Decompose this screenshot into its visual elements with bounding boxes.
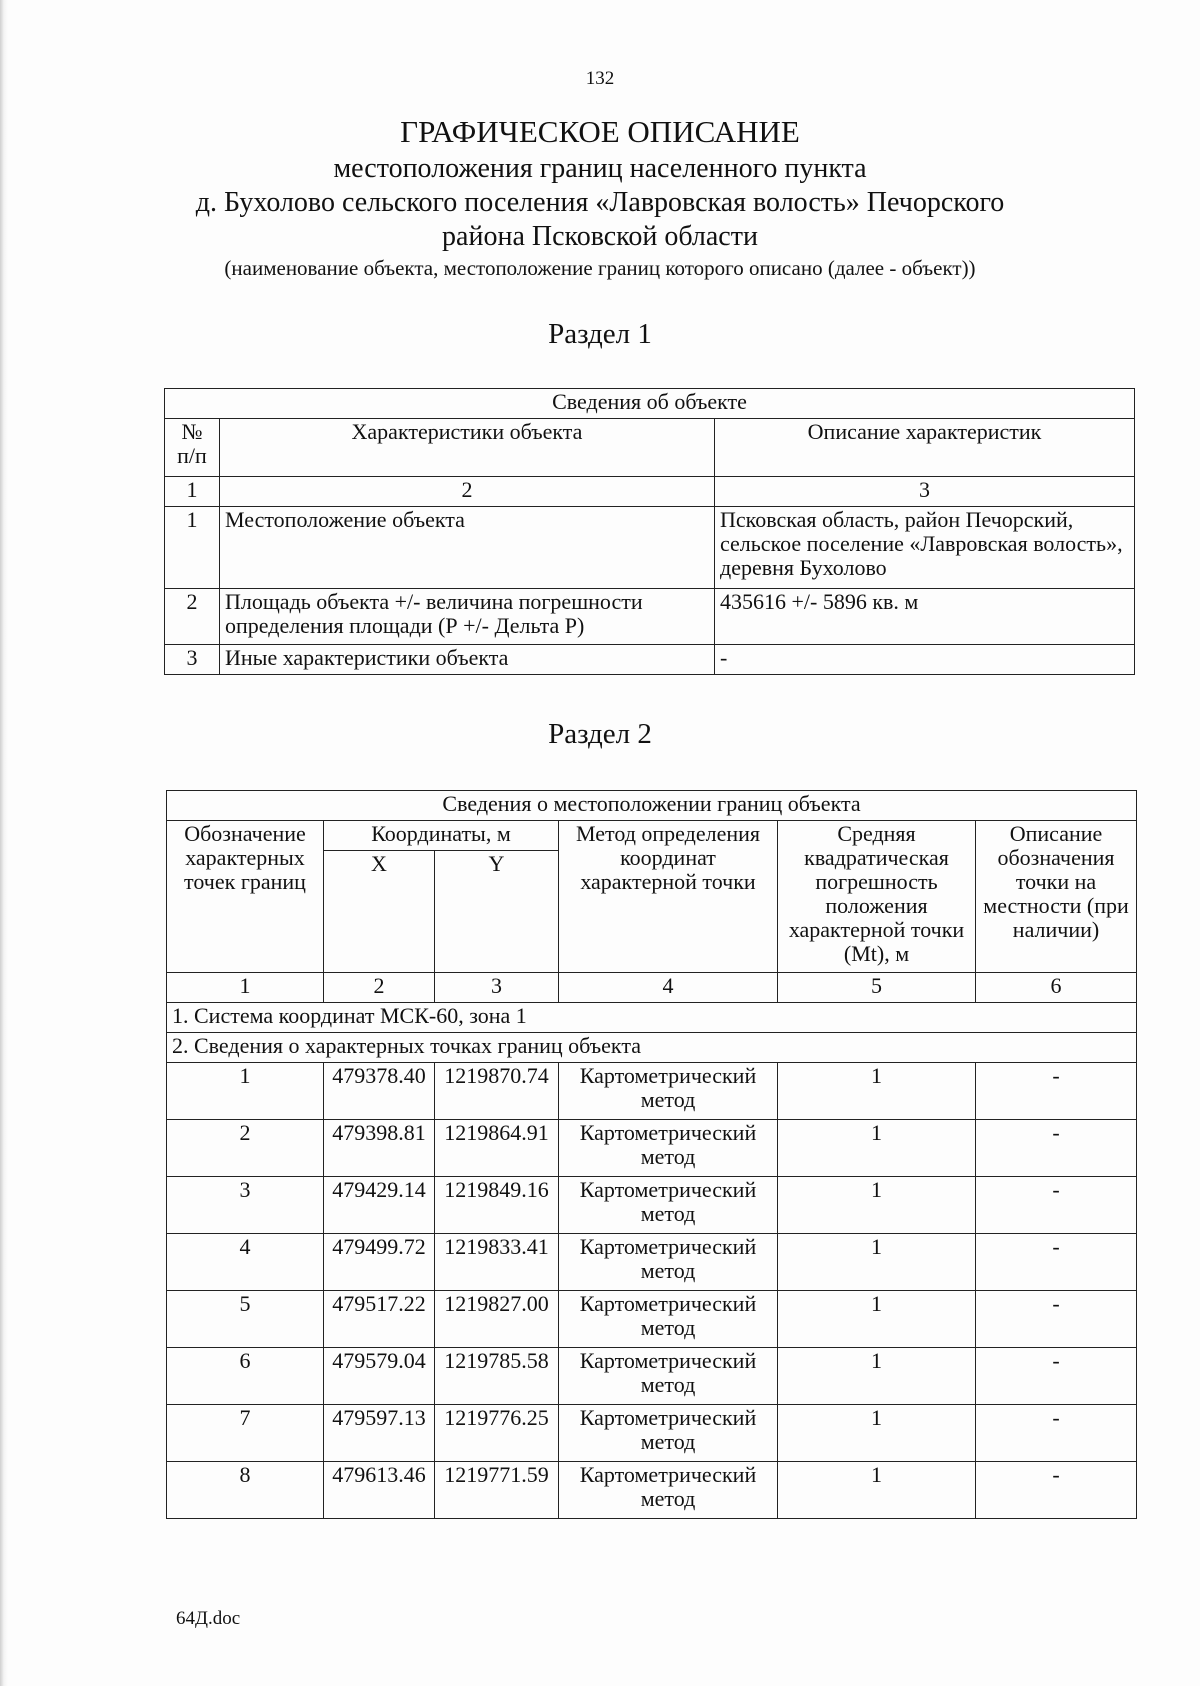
title-line-2: местоположения границ населенного пункта [333, 153, 867, 184]
table-row [167, 1348, 1137, 1405]
object-info-table [164, 388, 1135, 675]
coord-x: 479517.22 [324, 1291, 435, 1348]
table-row [165, 507, 1135, 589]
point-designation: 1 [167, 1063, 324, 1120]
table-row [165, 589, 1135, 645]
title-line-1: ГРАФИЧЕСКОЕ ОПИСАНИЕ [400, 114, 800, 149]
col-number: 4 [559, 973, 778, 1003]
coord-x: 479613.46 [324, 1462, 435, 1519]
row-num: 1 [165, 507, 220, 589]
method: Картометрический метод [559, 1291, 778, 1348]
point-description: - [976, 1291, 1137, 1348]
point-description: - [976, 1177, 1137, 1234]
coord-y: 1219864.91 [435, 1120, 559, 1177]
header-y: Y [435, 851, 559, 973]
col-number: 3 [435, 973, 559, 1003]
col-number: 5 [778, 973, 976, 1003]
coord-y: 1219870.74 [435, 1063, 559, 1120]
method: Картометрический метод [559, 1405, 778, 1462]
table-row [167, 1405, 1137, 1462]
points-section-title: 2. Сведения о характерных точках границ объекта [167, 1033, 1137, 1063]
table-row [167, 1177, 1137, 1234]
point-designation: 3 [167, 1177, 324, 1234]
header-method: Метод определения координат характерной точки [559, 821, 778, 973]
document-title [0, 112, 1200, 254]
point-designation: 4 [167, 1234, 324, 1291]
error: 1 [778, 1291, 976, 1348]
col-number: 2 [220, 477, 715, 507]
method: Картометрический метод [559, 1120, 778, 1177]
method: Картометрический метод [559, 1234, 778, 1291]
title-line-4: района Псковской области [442, 221, 758, 252]
object-caption: (наименование объекта, местоположение границ которого описано (далее - объект)) [224, 256, 976, 280]
point-description: - [976, 1234, 1137, 1291]
row-description: 435616 +/- 5896 кв. м [715, 589, 1135, 645]
col-number: 1 [167, 973, 324, 1003]
coord-x: 479378.40 [324, 1063, 435, 1120]
header-point-description: Описание обозначения точки на местности (при наличии) [976, 821, 1137, 973]
table-row [167, 1120, 1137, 1177]
error: 1 [778, 1462, 976, 1519]
table-row [167, 1462, 1137, 1519]
point-description: - [976, 1063, 1137, 1120]
error: 1 [778, 1063, 976, 1120]
boundary-table-title: Сведения о местоположении границ объекта [167, 791, 1137, 821]
method: Картометрический метод [559, 1462, 778, 1519]
error: 1 [778, 1234, 976, 1291]
coord-y: 1219785.58 [435, 1348, 559, 1405]
row-description: Псковская область, район Печорский, сельское поселение «Лавровская волость», деревня Бухолово [715, 507, 1135, 589]
coord-y: 1219833.41 [435, 1234, 559, 1291]
coordinate-system: 1. Система координат МСК-60, зона 1 [167, 1003, 1137, 1033]
header-error: Средняя квадратическая погрешность положения характерной точки (Mt), м [778, 821, 976, 973]
error: 1 [778, 1348, 976, 1405]
header-characteristics: Характеристики объекта [220, 419, 715, 477]
point-designation: 2 [167, 1120, 324, 1177]
coord-x: 479597.13 [324, 1405, 435, 1462]
row-num: 3 [165, 645, 220, 675]
coord-x: 479579.04 [324, 1348, 435, 1405]
header-coordinates: Координаты, м [324, 821, 559, 851]
point-description: - [976, 1405, 1137, 1462]
point-designation: 8 [167, 1462, 324, 1519]
point-description: - [976, 1120, 1137, 1177]
coord-x: 479429.14 [324, 1177, 435, 1234]
row-characteristic: Иные характеристики объекта [220, 645, 715, 675]
header-x: X [324, 851, 435, 973]
section-1-title: Раздел 1 [548, 318, 652, 350]
coord-x: 479499.72 [324, 1234, 435, 1291]
point-description: - [976, 1348, 1137, 1405]
method: Картометрический метод [559, 1177, 778, 1234]
coord-y: 1219776.25 [435, 1405, 559, 1462]
error: 1 [778, 1177, 976, 1234]
title-line-3: д. Бухолово сельского поселения «Лавровская волость» Печорского [195, 187, 1005, 218]
col-number: 6 [976, 973, 1137, 1003]
error: 1 [778, 1120, 976, 1177]
point-designation: 6 [167, 1348, 324, 1405]
coord-y: 1219771.59 [435, 1462, 559, 1519]
method: Картометрический метод [559, 1348, 778, 1405]
col-number: 3 [715, 477, 1135, 507]
coord-y: 1219827.00 [435, 1291, 559, 1348]
method: Картометрический метод [559, 1063, 778, 1120]
header-description: Описание характеристик [715, 419, 1135, 477]
row-num: 2 [165, 589, 220, 645]
header-point: Обозначение характерных точек границ [167, 821, 324, 973]
coord-x: 479398.81 [324, 1120, 435, 1177]
row-characteristic: Местоположение объекта [220, 507, 715, 589]
boundary-points-table [166, 790, 1137, 1519]
coord-y: 1219849.16 [435, 1177, 559, 1234]
table-row [167, 1291, 1137, 1348]
point-designation: 7 [167, 1405, 324, 1462]
error: 1 [778, 1405, 976, 1462]
table-row [165, 645, 1135, 675]
file-name: 64Д.doc [176, 1608, 241, 1629]
row-characteristic: Площадь объекта +/- величина погрешности определения площади (Р +/- Дельта Р) [220, 589, 715, 645]
point-designation: 5 [167, 1291, 324, 1348]
header-num: № п/п [165, 419, 220, 477]
point-description: - [976, 1462, 1137, 1519]
col-number: 1 [165, 477, 220, 507]
points-body [167, 1063, 1137, 1519]
row-description: - [715, 645, 1135, 675]
page-number: 132 [585, 68, 615, 89]
col-number: 2 [324, 973, 435, 1003]
section-2-title: Раздел 2 [548, 718, 652, 750]
table-row [167, 1234, 1137, 1291]
object-info-table-title: Сведения об объекте [165, 389, 1135, 419]
table-row [167, 1063, 1137, 1120]
